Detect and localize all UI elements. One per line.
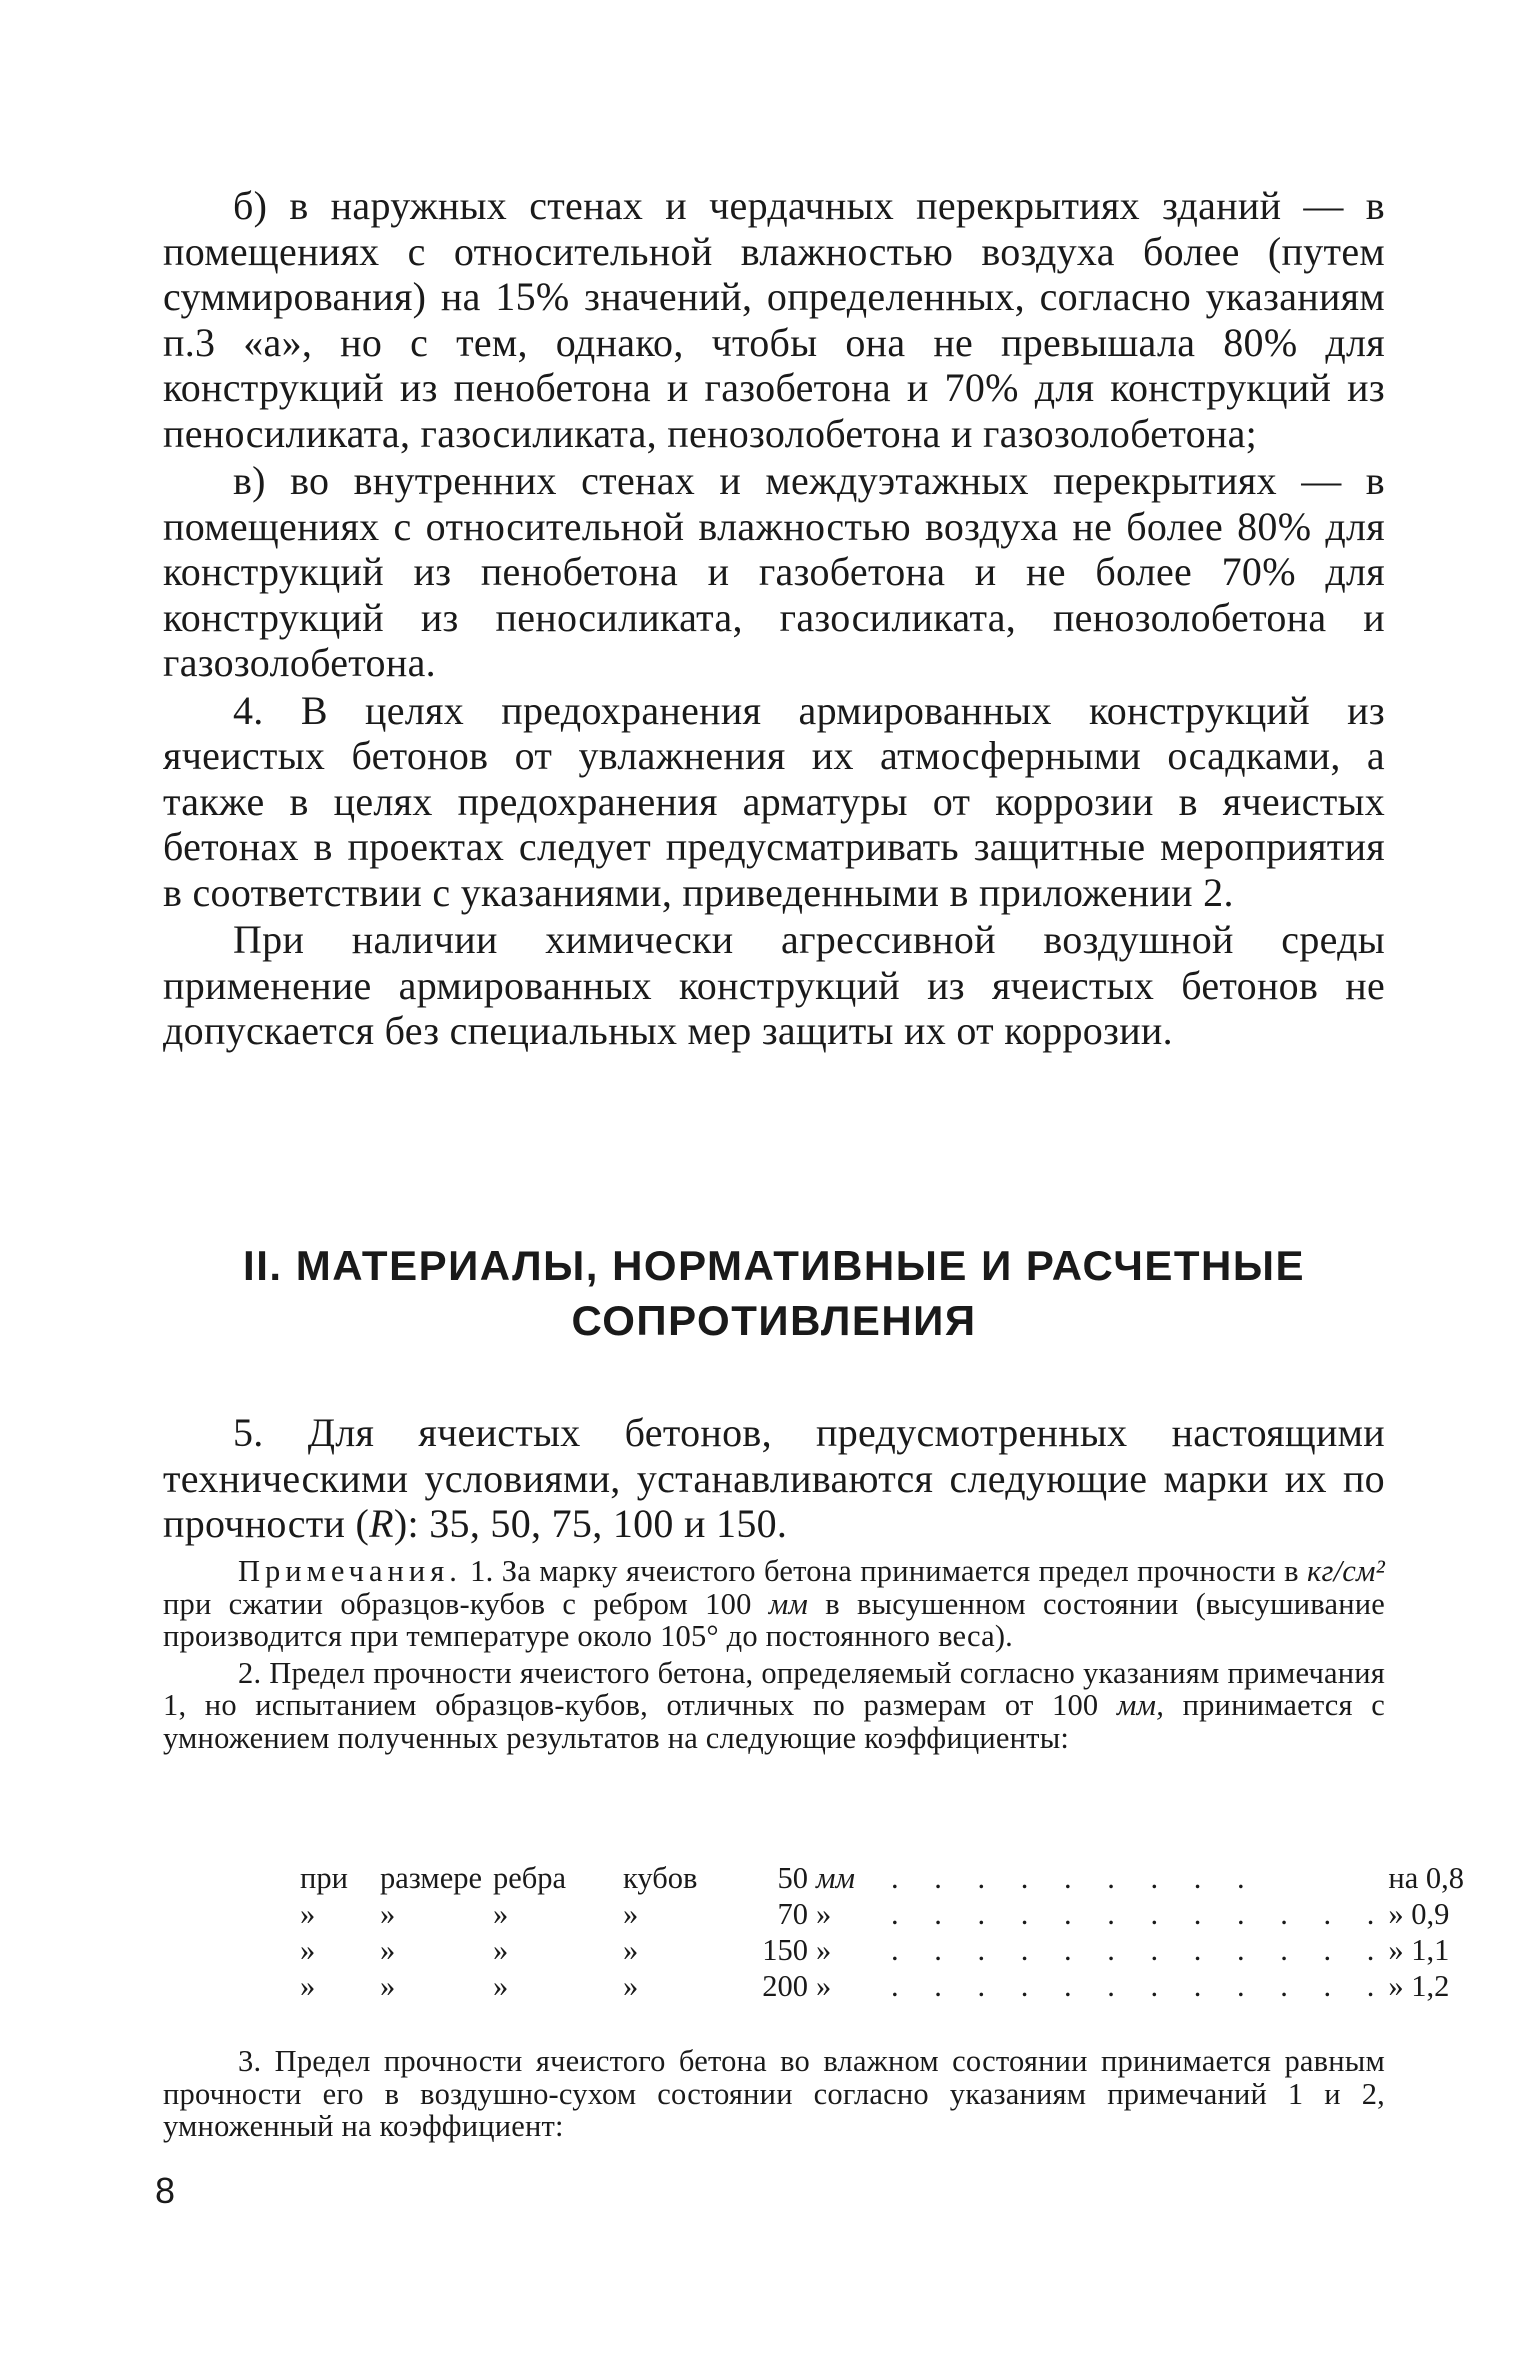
table-cell: » (380, 1897, 396, 1931)
leader-dots: . . . . . . . . . . . . (891, 1933, 1389, 1967)
table-cell-unit: » (816, 1897, 832, 1931)
leader-dots: . . . . . . . . . . . . (891, 1897, 1389, 1931)
table-cell-coefficient: » 0,9 (1388, 1897, 1450, 1931)
table-row (300, 1860, 1493, 1896)
paragraph-5 (163, 1410, 1385, 1547)
leader-dots: . . . . . . . . . (891, 1861, 1259, 1895)
note-1 (163, 1555, 1385, 1653)
table-cell-unit: » (816, 1969, 832, 2003)
notes-label: Примечания. (238, 1554, 462, 1588)
table-cell-unit: » (816, 1933, 832, 1967)
table-cell: » (380, 1969, 396, 2003)
table-cell: » (623, 1933, 639, 1967)
table-cell: » (380, 1933, 396, 1967)
table-cell: » (493, 1969, 509, 2003)
note-2-unit: мм, (1116, 1688, 1165, 1722)
note-1-text-b: при сжатии образцов-кубов с ребром 100 (163, 1586, 752, 1621)
table-cell-size: 70 (777, 1897, 808, 1931)
note-1-text-a: 1. За марку ячеистого бетона принимается предел прочности в (470, 1554, 1299, 1588)
table-row (300, 1968, 1493, 2004)
table-cell: » (623, 1897, 639, 1931)
paragraph-5-start: 5. Для ячеистых бетонов, предусмотренных настоящими техническими условиями, устанавливаются следующие марки их по прочности ( (163, 1410, 1385, 1546)
table-cell: » (493, 1933, 509, 1967)
paragraph-5-end: ): 35, 50, 75, 100 и 150. (393, 1501, 788, 1546)
coefficient-table (300, 1860, 1493, 2004)
heading-line-1: II. МАТЕРИАЛЫ, НОРМАТИВНЫЕ И РАСЧЕТНЫЕ (243, 1242, 1305, 1289)
note-1-unit-2: мм (768, 1586, 809, 1621)
table-cell: ребра (493, 1861, 567, 1895)
table-cell-coefficient: » 1,2 (1388, 1969, 1450, 2003)
table-cell: размере (380, 1861, 483, 1895)
paragraph-4: 4. В целях предохранения армированных конструкций из ячеистых бетонов от увлажнения их атмосферными осадками, а также в целях предохранения арматуры от коррозии в ячеистых бетонах в проектах следует предусматривать защитные мероприятия в соответствии с указаниями, приведенными в приложении 2. (163, 687, 1385, 915)
note-3: 3. Предел прочности ячеистого бетона во влажном состоянии принимается равным прочности его в воздушно-сухом состоянии согласно указаниям примечаний 1 и 2, умноженный на коэффициент: (163, 2044, 1385, 2143)
table-cell: » (623, 1969, 639, 2003)
note-2-text-a: 2. Предел прочности ячеистого бетона, определяемый согласно указаниям примечания 1, но испытанием образцов-кубов, отличных по размерам от 100 (163, 1655, 1385, 1722)
note-3-block (163, 2045, 1385, 2143)
note-1-unit-1: кг/см² (1307, 1554, 1386, 1588)
unit-text: мм (816, 1861, 855, 1895)
paragraph-v: в) во внутренних стенах и междуэтажных перекрытиях — в помещениях с относительной влажностью воздуха не более 80% для конструкций из пенобетона и газобетона и не более 70% для конструкций из пеносиликата, газосиликата, пенозолобетона и газозолобетона. (163, 458, 1385, 685)
notes-block (163, 1555, 1385, 1754)
heading-line-2: СОПРОТИВЛЕНИЯ (571, 1297, 977, 1344)
table-row (300, 1932, 1493, 1968)
table-cell: кубов (623, 1861, 698, 1895)
note-2-text-b: принимается с умножением полученных результатов на следующие коэффициенты: (163, 1688, 1386, 1755)
table-cell: » (493, 1897, 509, 1931)
table-row (300, 1896, 1493, 1932)
table-cell-size: 150 (762, 1933, 808, 1967)
strength-symbol: R (369, 1501, 394, 1546)
table-cell: » (300, 1969, 316, 2003)
page-number: 8 (155, 2170, 176, 2211)
table-cell-unit (808, 1860, 891, 1896)
section-heading (163, 1238, 1385, 1348)
table-cell-size: 50 (777, 1861, 808, 1895)
paragraph-b: б) в наружных стенах и чердачных перекрытиях зданий — в помещениях с относительной влажностью воздуха более (путем суммирования) на 15% значений, определенных, согласно указаниям п.3 «а», но с тем, однако, чтобы она не превышала 80% для конструкций из пенобетона и газобетона и 70% для конструкций из пеносиликата, газосиликата, пенозолобетона и газозолобетона; (163, 183, 1385, 456)
body-text-section-1 (163, 183, 1385, 1054)
table-cell: » (300, 1933, 316, 1967)
table-cell-size: 200 (762, 1969, 808, 2003)
table-cell: при (300, 1861, 348, 1895)
note-2 (163, 1657, 1385, 1755)
note-1-text-c: в высушенном состоянии (высушивание производится при температуре около 105° до постоянного веса). (163, 1586, 1385, 1653)
table-cell-coefficient: на 0,8 (1388, 1861, 1464, 1895)
table-cell-coefficient: » 1,1 (1388, 1933, 1450, 1967)
table-cell: » (300, 1897, 316, 1931)
leader-dots: . . . . . . . . . . . . (891, 1969, 1389, 2003)
paragraph-chemical: При наличии химически агрессивной воздушной среды применение армированных конструкций из ячеистых бетонов не допускается без специальных мер защиты их от коррозии. (163, 917, 1385, 1053)
body-text-section-2 (163, 1410, 1385, 1547)
